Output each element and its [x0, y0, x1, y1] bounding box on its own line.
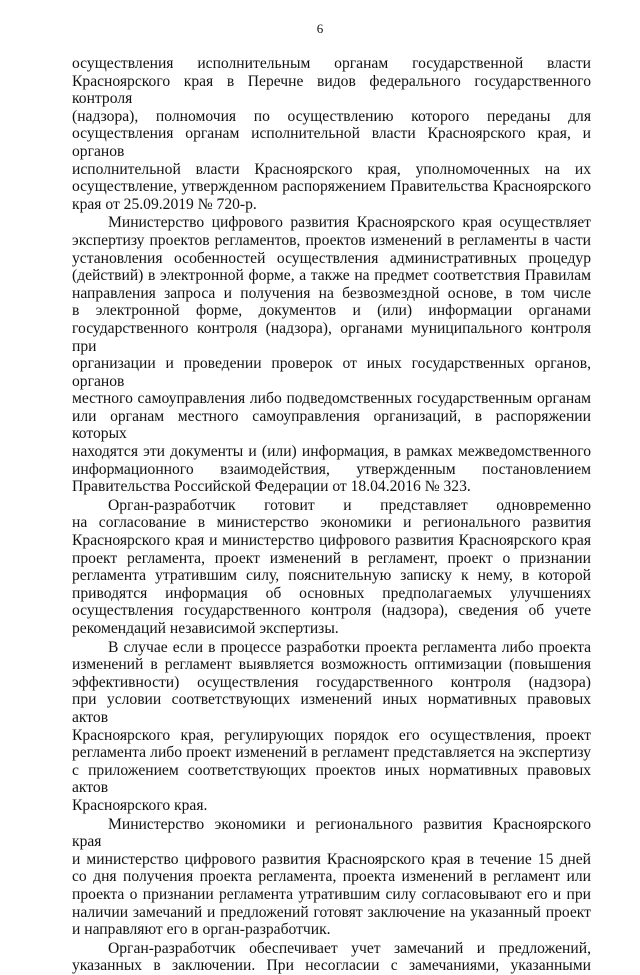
page-number: 6 [316, 21, 324, 36]
text-line: организации и проведении проверок от иных государственных органов, органов [72, 355, 591, 390]
text-line: установления особенностей осуществления административных процедур [72, 249, 591, 267]
text-line: Красноярского края в Перечне видов федерального государственного контроля [72, 72, 591, 108]
text-line: регламента либо проект изменений в регламент представляется на экспертизу [72, 744, 591, 762]
text-line: осуществления исполнительным органам государственной власти [72, 55, 591, 72]
document-body [72, 55, 591, 975]
text-line: (действий) в электронной форме, а также на предмет соответствия Правилам [72, 267, 591, 285]
text-line: информационного взаимодействия, утвержденным постановлением [72, 460, 591, 478]
text-line: Красноярского края и министерство цифрового развития Красноярского края [72, 532, 591, 550]
text-line: местного самоуправления либо подведомственных государственным органам [72, 390, 591, 408]
text-line: при условии соответствующих изменений иных нормативных правовых актов [72, 691, 591, 726]
text-line: экспертизу проектов регламентов, проектов изменений в регламенты в части [72, 231, 591, 249]
text-line: и министерство цифрового развития Красноярского края в течение 15 дней [72, 850, 591, 868]
paragraph-2 [72, 214, 591, 496]
text-line: на согласование в министерство экономики и регионального развития [72, 514, 591, 532]
text-line: Красноярского края. [72, 796, 208, 814]
text-line: осуществления государственного контроля (надзора), сведения об учете [72, 602, 591, 620]
text-line: указанных в заключении. При несогласии с замечаниями, указанными [72, 957, 591, 975]
text-line: рекомендаций независимой экспертизы. [72, 620, 339, 637]
text-line: в электронной форме, документов и (или) информации органами [72, 302, 591, 320]
paragraph-1 [72, 55, 591, 213]
text-line: и направляют его в орган-разработчик. [72, 921, 331, 939]
paragraph-4 [72, 639, 591, 815]
text-line: эффективности) осуществления государственного контроля (надзора) [72, 673, 591, 691]
text-line: Красноярского края, регулирующих порядок его осуществления, проект [72, 726, 591, 744]
text-line: регламента утратившим силу, пояснительную записку к нему, в которой [72, 567, 591, 585]
text-line: исполнительной власти Красноярского края, уполномоченных на их [72, 160, 591, 178]
paragraph-6 [72, 940, 591, 975]
text-line: проекта о признании регламента утратившим силу согласовывают его и при [72, 885, 591, 903]
text-line: государственного контроля (надзора), органами муниципального контроля при [72, 319, 591, 355]
text-line: проект регламента, проект изменений в регламент, проект о признании [72, 549, 591, 567]
text-line: Правительства Российской Федерации от 18.04.2016 № 323. [72, 478, 471, 496]
text-line: края от 25.09.2019 № 720-р. [72, 195, 257, 213]
text-line: Орган-разработчик обеспечивает учет замечаний и предложений, [108, 939, 591, 957]
text-line: со дня получения проекта регламента, проекта изменений в регламент или [72, 868, 591, 886]
text-line: Министерство цифрового развития Красноярского края осуществляет [108, 214, 591, 232]
text-line: наличии замечаний и предложений готовят заключение на указанный проект [72, 903, 591, 921]
paragraph-3 [72, 497, 591, 638]
text-line: направления запроса и получения на безвозмездной основе, в том числе [72, 284, 591, 302]
text-line: находятся эти документы и (или) информация, в рамках межведомственного [72, 443, 591, 461]
text-line: (надзора), полномочия по осуществлению которого переданы для [72, 107, 591, 125]
text-line: осуществление, утвержденном распоряжением Правительства Красноярского [72, 178, 591, 196]
text-line: осуществления органам исполнительной власти Красноярского края, и органов [72, 125, 591, 160]
text-line: или органам местного самоуправления организаций, в распоряжении которых [72, 407, 591, 443]
text-line: Министерство экономики и регионального развития Красноярского края [72, 815, 591, 851]
paragraph-5 [72, 816, 591, 939]
text-line: В случае если в процессе разработки проекта регламента либо проекта [108, 638, 591, 656]
text-line: Орган-разработчик готовит и представляет одновременно [108, 496, 591, 514]
text-line: приводятся информация об основных предполагаемых улучшениях [72, 584, 591, 602]
text-line: с приложением соответствующих проектов иных нормативных правовых актов [72, 761, 591, 797]
text-line: изменений в регламент выявляется возможность оптимизации (повышения [72, 656, 591, 674]
